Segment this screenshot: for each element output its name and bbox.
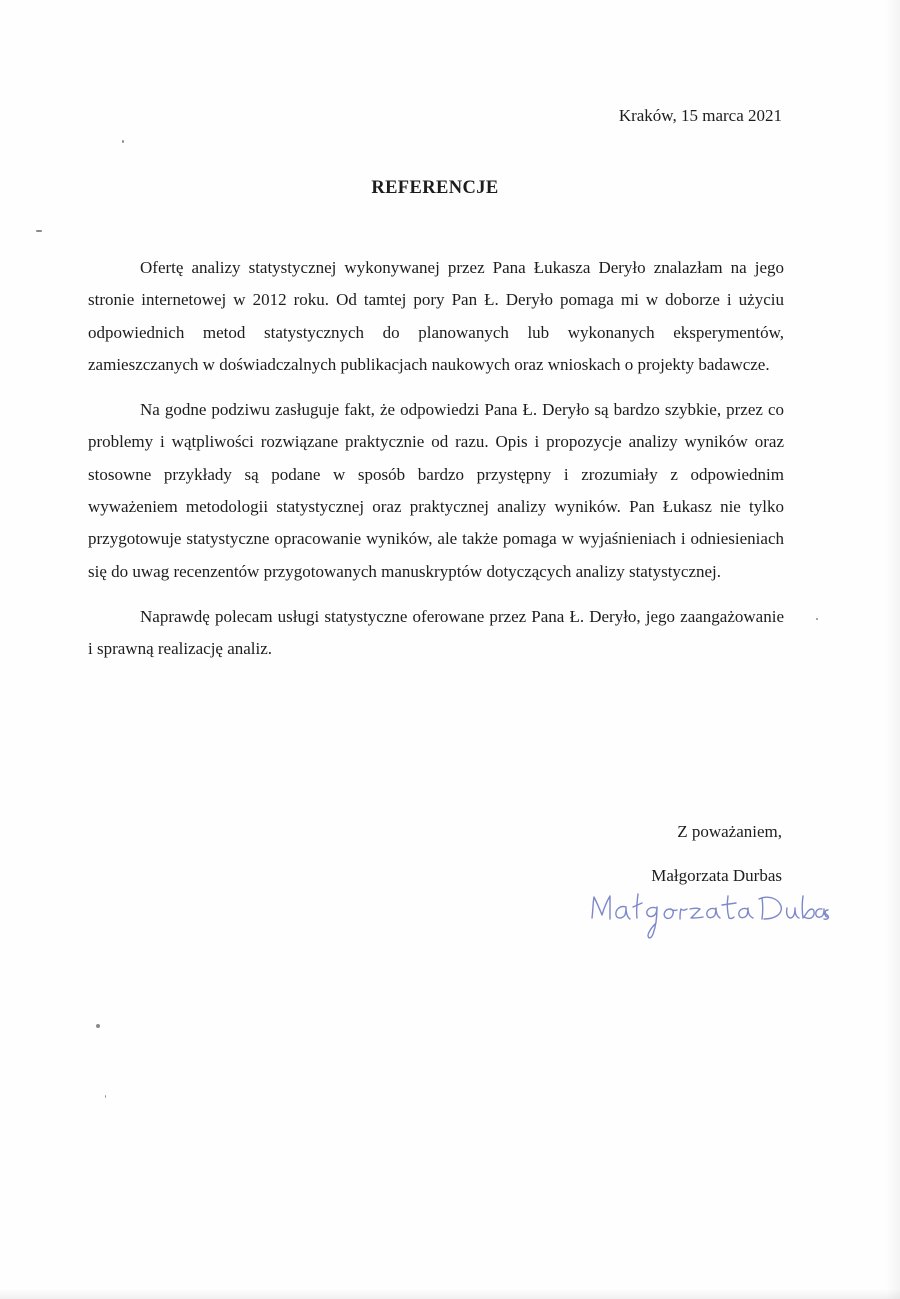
letter-closing: Z poważaniem, <box>677 822 782 841</box>
scan-speck <box>122 140 124 143</box>
scan-speck <box>105 1095 106 1098</box>
paragraph-3: Naprawdę polecam usługi statystyczne oferowane przez Pana Ł. Deryło, jego zaangażowanie i sprawną realizację analiz. <box>88 606 784 659</box>
letter-body <box>88 252 784 679</box>
paragraph-1: Ofertę analizy statystycznej wykonywanej przez Pana Łukasza Deryło znalazłam na jego stronie internetowej w 2012 roku. Od tamtej pory Pan Ł. Deryło pomaga mi w doborze i użyciu odpowiednich metod statystycznych do planowanych lub wykonanych eksperymentów, zamieszczanych w doświadczalnych publikacjach naukowych oraz wnioskach o projekty badawcze. <box>88 258 784 374</box>
handwritten-signature <box>582 888 830 946</box>
scan-shadow-bottom <box>0 1289 900 1299</box>
letter-date: Kraków, 15 marca 2021 <box>618 106 782 125</box>
scan-speck <box>816 618 818 620</box>
scan-speck <box>36 230 42 232</box>
letter-title: REFERENCJE <box>371 178 499 198</box>
scan-speck <box>96 1024 100 1028</box>
scan-shadow-right <box>886 0 900 1299</box>
signatory-name: Małgorzata Durbas <box>651 866 782 885</box>
paragraph-2: Na godne podziwu zasługuje fakt, że odpowiedzi Pana Ł. Deryło są bardzo szybkie, przez co problemy i wątpliwości rozwiązane praktycznie od razu. Opis i propozycje analizy wyników oraz stosowne przykłady są podane w sposób bardzo przystępny i zrozumiały z odpowiednim wyważeniem metodologii statystycznej oraz praktycznej analizy wyników. Pan Łukasz nie tylko przygotowuje statystyczne opracowanie wyników, ale także pomaga w wyjaśnieniach i odniesieniach się do uwag recenzentów przygotowanych manuskryptów dotyczących analizy statystycznej. <box>88 400 784 581</box>
